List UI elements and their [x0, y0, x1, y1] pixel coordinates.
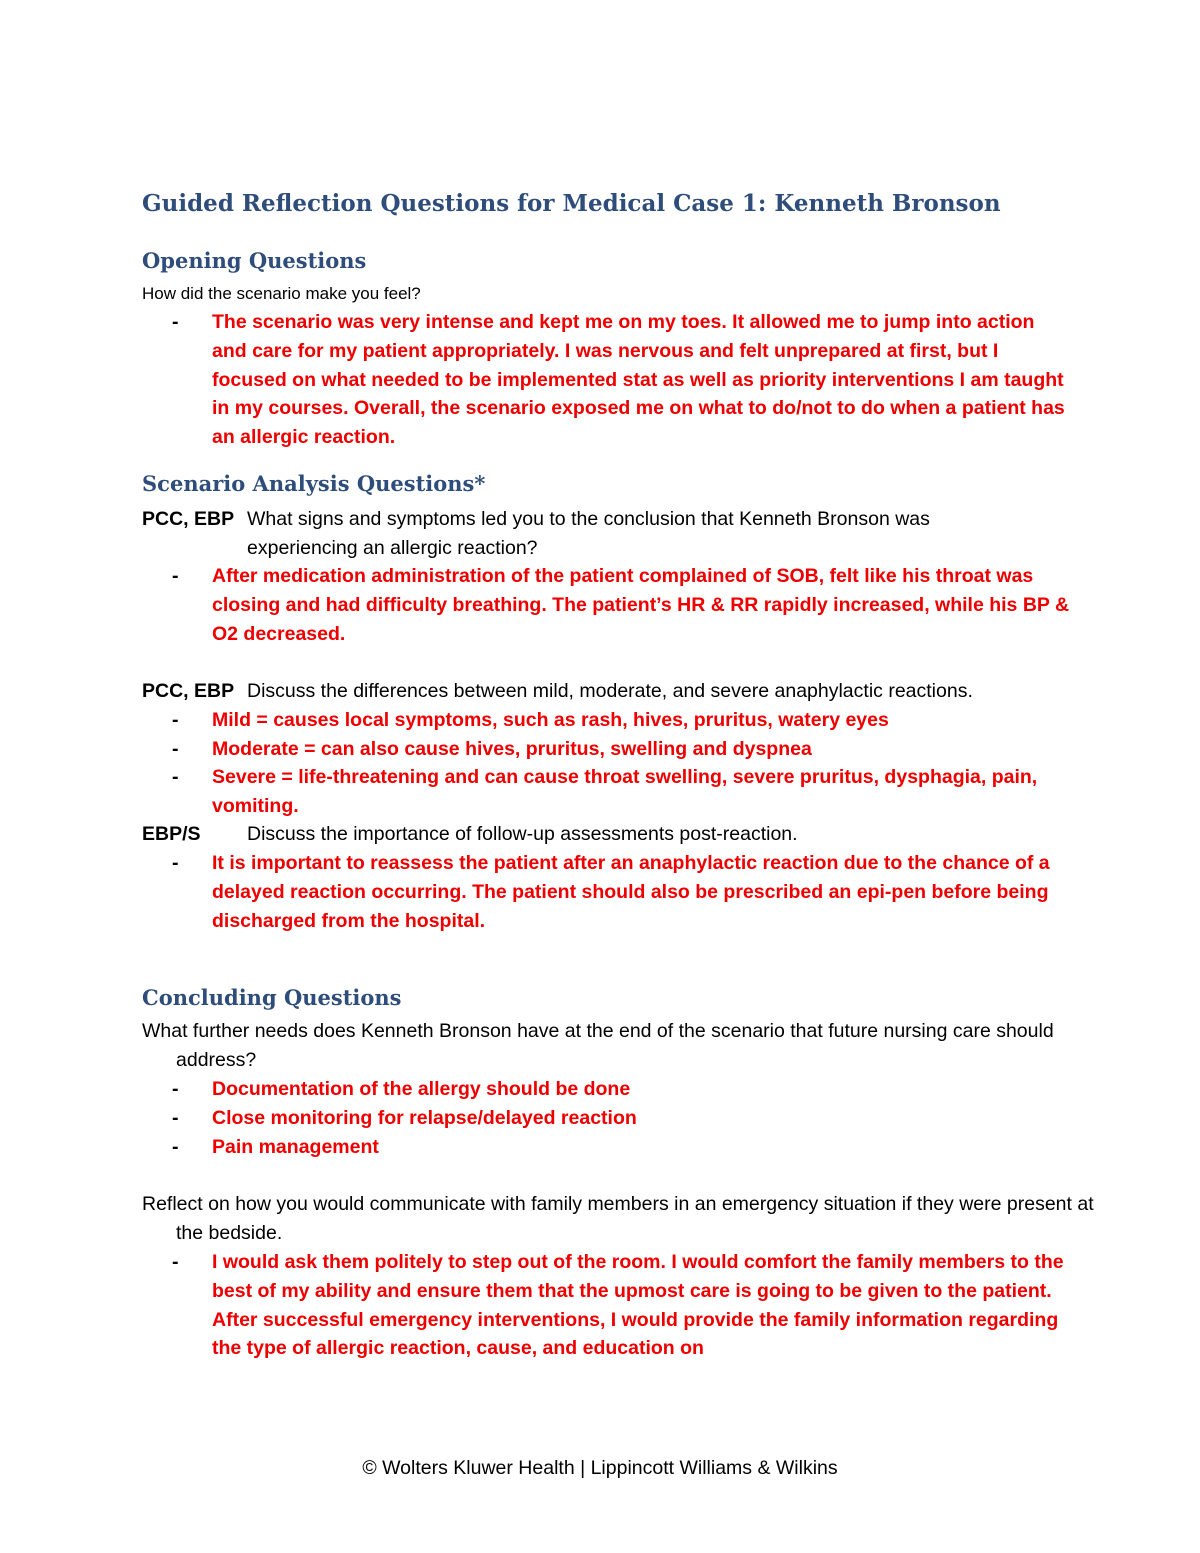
analysis-answer-3 [172, 849, 1072, 935]
copyright-footer: © Wolters Kluwer Health | Lippincott Williams & Wilkins [362, 1457, 838, 1479]
document-title: Guided Reflection Questions for Medical Case 1: Kenneth Bronson [142, 190, 1001, 217]
analysis-answer-2a [172, 706, 1072, 735]
bullet-dash: - [172, 1136, 179, 1158]
competency-code: PCC, EBP [142, 680, 235, 702]
answer-text: Severe = life-threatening and can cause throat swelling, severe pruritus, dysphagia, pain, vomiting. [212, 766, 1038, 817]
bullet-dash: - [172, 1251, 179, 1273]
bullet-dash: - [172, 709, 179, 731]
answer-text: After medication administration of the patient complained of SOB, felt like his throat was closing and had difficulty breathing. The patient’s HR & RR rapidly increased, while his BP & O2 decreased. [212, 565, 1070, 645]
answer-text: Close monitoring for relapse/delayed reaction [212, 1107, 637, 1129]
analysis-answer-2c [172, 763, 1072, 821]
concluding-question-2: Reflect on how you would communicate with family members in an emergency situation if they were present at the bedside. [142, 1193, 1094, 1244]
analysis-question-1: What signs and symptoms led you to the conclusion that Kenneth Bronson was experiencing an allergic reaction? [247, 508, 930, 559]
answer-text: It is important to reassess the patient after an anaphylactic reaction due to the chance of a delayed reaction occurring. The patient should also be prescribed an epi-pen before being discharged from the hospital. [212, 852, 1050, 932]
bullet-dash: - [172, 766, 179, 788]
competency-code: EBP/S [142, 823, 201, 845]
answer-text: Moderate = can also cause hives, pruritus, swelling and dyspnea [212, 738, 812, 760]
scenario-analysis-heading: Scenario Analysis Questions* [142, 471, 486, 496]
analysis-question-3: Discuss the importance of follow-up assessments post-reaction. [247, 823, 798, 845]
bullet-dash: - [172, 1107, 179, 1129]
bullet-dash: - [172, 738, 179, 760]
opening-answer [172, 308, 1072, 452]
answer-text: Mild = causes local symptoms, such as rash, hives, pruritus, watery eyes [212, 709, 889, 731]
opening-question: How did the scenario make you feel? [142, 284, 421, 303]
concluding-answer-1c [172, 1133, 1072, 1162]
bullet-dash: - [172, 1078, 179, 1100]
answer-text: Pain management [212, 1136, 379, 1158]
analysis-question-2: Discuss the differences between mild, moderate, and severe anaphylactic reactions. [247, 680, 973, 702]
concluding-answer-1a [172, 1075, 1072, 1104]
concluding-answer-1b [172, 1104, 1072, 1133]
concluding-questions-heading: Concluding Questions [142, 985, 402, 1010]
concluding-question-1: What further needs does Kenneth Bronson have at the end of the scenario that future nursing care should address? [142, 1020, 1054, 1071]
answer-text: I would ask them politely to step out of the room. I would comfort the family members to the best of my ability and ensure them that the upmost care is going to be given to the patient. After successful emergency interventions, I would provide the family information regarding the type of allergic reaction, cause, and education on [212, 1251, 1064, 1360]
bullet-dash: - [172, 565, 179, 587]
analysis-answer-1 [172, 562, 1072, 648]
concluding-answer-2 [172, 1248, 1072, 1363]
competency-code: PCC, EBP [142, 508, 235, 530]
analysis-answer-2b [172, 735, 1072, 764]
bullet-dash: - [172, 311, 179, 333]
answer-text: The scenario was very intense and kept me on my toes. It allowed me to jump into action and care for my patient appropriately. I was nervous and felt unprepared at first, but I focused on what needed to be implemented stat as well as priority interventions I am taught in my courses. Overall, the scenario exposed me on what to do/not to do when a patient has an allergic reaction. [212, 311, 1065, 449]
opening-questions-heading: Opening Questions [142, 248, 367, 273]
answer-text: Documentation of the allergy should be done [212, 1078, 631, 1100]
bullet-dash: - [172, 852, 179, 874]
